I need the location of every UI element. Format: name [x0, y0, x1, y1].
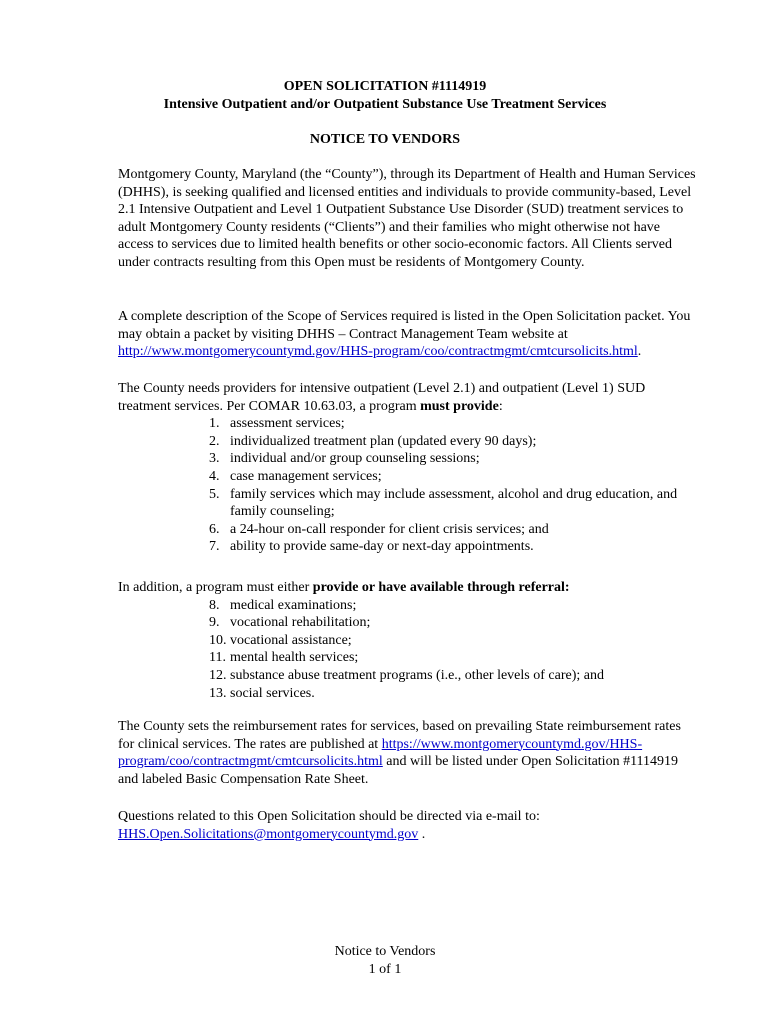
- page-number: 1 of 1: [368, 962, 402, 977]
- requirements-bold: must provide: [420, 398, 499, 414]
- rates-link[interactable]: https://www.montgomerycountymd.gov/HHS-program/coo/contractmgmt/cmtcursolicits.html: [118, 736, 643, 770]
- list-text: family services which may include assessment, alcohol and drug education, and family counseling;: [230, 486, 678, 520]
- list-text: individualized treatment plan (updated every 90 days);: [230, 433, 537, 449]
- requirements-list: [118, 415, 698, 556]
- list-item: [118, 433, 698, 451]
- scope-link[interactable]: http://www.montgomerycountymd.gov/HHS-program/coo/contractmgmt/cmtcursolicits.html: [118, 344, 638, 360]
- list-text: substance abuse treatment programs (i.e., other levels of care); and: [230, 667, 604, 683]
- list-text: ability to provide same-day or next-day appointments.: [230, 539, 534, 555]
- list-text: individual and/or group counseling sessions;: [230, 451, 480, 467]
- questions-text: Questions related to this Open Solicitation should be directed via e-mail to:: [118, 809, 540, 824]
- list-number: 13.: [209, 685, 227, 701]
- list-text: assessment services;: [230, 416, 345, 432]
- referral-list: [118, 597, 698, 703]
- list-text: vocational assistance;: [230, 632, 352, 648]
- list-item: [118, 468, 698, 486]
- footer-title: Notice to Vendors: [334, 944, 436, 959]
- requirements-text: The County needs providers for intensive outpatient (Level 2.1) and outpatient (Level 1) SUD treatment services. Per COMAR 10.63.03, a program: [118, 381, 646, 414]
- list-text: a 24-hour on-call responder for client crisis services; and: [230, 521, 549, 537]
- notice-heading: NOTICE TO VENDORS: [309, 132, 461, 147]
- list-number: 1.: [209, 416, 220, 432]
- list-number: 7.: [209, 539, 220, 555]
- list-number: 11.: [209, 650, 226, 666]
- scope-paragraph: [118, 308, 698, 361]
- requirements-section: [118, 380, 698, 556]
- rates-paragraph: [118, 718, 698, 788]
- list-item: [118, 538, 698, 556]
- list-item: [118, 486, 698, 521]
- list-number: 3.: [209, 451, 220, 467]
- list-item: [118, 597, 698, 615]
- rates-text: The County sets the reimbursement rates for services, based on prevailing State reimbursement rates for clinical services. The rates are published at: [118, 719, 681, 752]
- list-text: medical examinations;: [230, 597, 357, 613]
- scope-after: .: [637, 344, 642, 360]
- questions-after: .: [418, 826, 426, 842]
- list-item: [118, 667, 698, 685]
- requirements-intro: [118, 380, 698, 415]
- email-link[interactable]: HHS.Open.Solicitations@montgomerycountymd.gov: [118, 826, 419, 842]
- list-item: [118, 685, 698, 703]
- list-text: social services.: [230, 685, 315, 701]
- list-item: [118, 632, 698, 650]
- list-text: vocational rehabilitation;: [230, 615, 371, 631]
- list-number: 5.: [209, 486, 220, 502]
- list-number: 8.: [209, 597, 220, 613]
- list-number: 4.: [209, 468, 220, 484]
- list-number: 10.: [209, 632, 227, 648]
- intro-paragraph: Montgomery County, Maryland (the “County”), through its Department of Health and Human Services (DHHS), is seeking qualified and licensed entities and individuals to provide community-based, Level 2.1 Intensive Outpatient and Level 1 Outpatient Substance Use Disorder (SUD) treatment services to adult Montgomery County residents (“Clients”) and their families who might otherwise not have access to services due to limited health benefits or other socio-economic factors. All Clients served under contracts resulting from this Open must be residents of Montgomery County.: [118, 167, 696, 270]
- questions-paragraph: [118, 808, 698, 843]
- list-item: [118, 415, 698, 433]
- referral-text: In addition, a program must either: [118, 580, 310, 595]
- list-item: [118, 450, 698, 468]
- list-number: 6.: [209, 521, 220, 537]
- list-number: 2.: [209, 433, 220, 449]
- scope-text: A complete description of the Scope of Services required is listed in the Open Solicitation packet. You may obtain a packet by visiting DHHS – Contract Management Team website at: [118, 309, 691, 342]
- list-number: 9.: [209, 615, 220, 631]
- list-text: mental health services;: [230, 650, 359, 666]
- requirements-colon: :: [498, 398, 503, 414]
- list-number: 12.: [209, 667, 227, 683]
- referral-section: [118, 579, 698, 702]
- list-item: [118, 614, 698, 632]
- list-item: [118, 649, 698, 667]
- solicitation-subtitle: Intensive Outpatient and/or Outpatient Substance Use Treatment Services: [163, 97, 607, 112]
- list-text: case management services;: [230, 468, 382, 484]
- solicitation-title: OPEN SOLICITATION #1114919: [283, 79, 487, 94]
- list-item: [118, 521, 698, 539]
- referral-intro: [118, 579, 698, 597]
- referral-bold: provide or have available through referral:: [312, 580, 570, 595]
- rates-after: and will be listed under Open Solicitation #1114919 and labeled Basic Compensation Rate Sheet.: [118, 754, 679, 787]
